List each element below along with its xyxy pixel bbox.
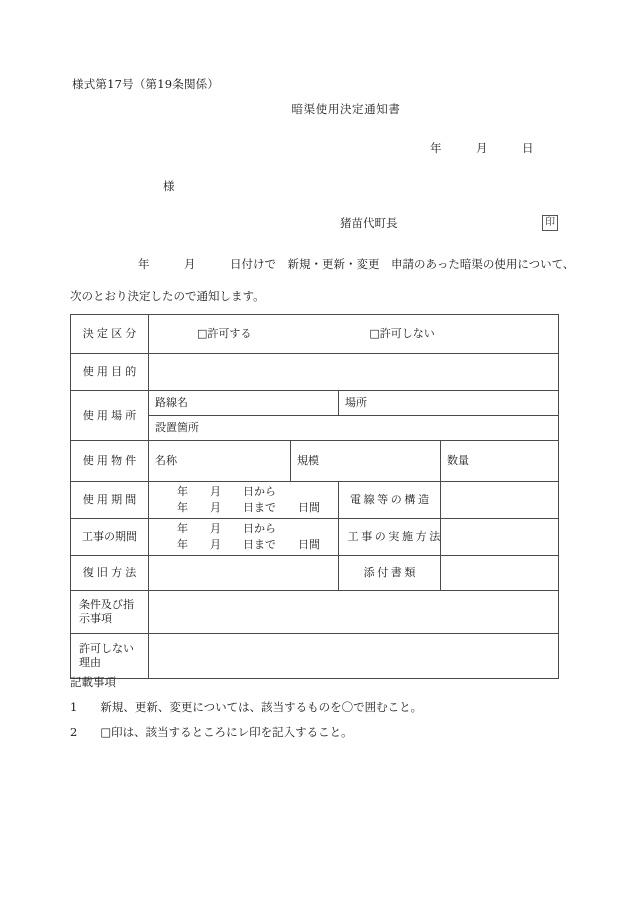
row-label-object: 使用物件 xyxy=(71,441,149,482)
use-period-from: 年 月 日から xyxy=(177,485,276,499)
conditions-value[interactable] xyxy=(149,591,559,634)
attachments-value[interactable] xyxy=(441,556,559,591)
restore-value[interactable] xyxy=(149,556,339,591)
row-label-restore: 復旧方法 xyxy=(71,556,149,591)
issuer-name: 猪苗代町長 xyxy=(340,216,398,230)
table-row-restore xyxy=(71,556,559,591)
row-label-purpose: 使用目的 xyxy=(71,354,149,391)
notes-section xyxy=(70,674,422,749)
table-row-denial-reason xyxy=(71,634,559,679)
table-row-work-period xyxy=(71,519,559,556)
table-row-conditions xyxy=(71,591,559,634)
document-title: 暗渠使用決定通知書 xyxy=(291,102,401,116)
table-row-purpose xyxy=(71,354,559,391)
table-row-object xyxy=(71,441,559,482)
install-place-label: 設置箇所 xyxy=(155,421,199,435)
row-label-cable-structure: 電線等の構造 xyxy=(339,482,441,519)
row-label-decision: 決定区分 xyxy=(71,315,149,354)
issue-date-line: 年 月 日 xyxy=(430,141,534,155)
use-period-to: 年 月 日まで 日間 xyxy=(177,501,320,514)
route-name-label: 路線名 xyxy=(155,396,188,410)
row-label-use-period: 使用期間 xyxy=(71,482,149,519)
row-label-work-period: 工事の期間 xyxy=(71,519,149,556)
row-label-place: 使用場所 xyxy=(71,391,149,441)
object-scale-cell[interactable] xyxy=(291,441,441,482)
denial-reason-value[interactable] xyxy=(149,634,559,679)
table-row-decision xyxy=(71,315,559,354)
purpose-value[interactable] xyxy=(149,354,559,391)
row-label-denial-reason: 許可しない 理由 xyxy=(71,634,149,679)
checkbox-allow[interactable]: □許可する xyxy=(197,327,252,341)
location-cell[interactable] xyxy=(339,391,559,416)
object-name-cell[interactable] xyxy=(149,441,291,482)
form-number: 様式第17号（第19条関係） xyxy=(72,77,220,91)
notes-title: 記載事項 xyxy=(70,675,116,689)
addressee-honorific: 様 xyxy=(163,179,175,193)
object-qty-cell[interactable] xyxy=(441,441,559,482)
seal-icon: 印 xyxy=(542,215,558,231)
object-qty-label: 数量 xyxy=(447,454,469,468)
row-label-work-method: 工事の実施方法 xyxy=(339,519,441,556)
object-scale-label: 規模 xyxy=(297,454,319,468)
table-row-use-period xyxy=(71,482,559,519)
decision-form-table xyxy=(70,314,559,679)
work-period-dates[interactable] xyxy=(149,519,339,556)
work-period-to: 年 月 日まで 日間 xyxy=(177,538,320,551)
body-paragraph-line-2: 次のとおり決定したので通知します。 xyxy=(70,289,265,303)
table-row-place-route xyxy=(71,391,559,416)
location-label: 場所 xyxy=(345,396,367,410)
note-item-2: 2 □印は、該当するところにレ印を記入すること。 xyxy=(70,725,353,739)
note-item-1: 1 新規、更新、変更については、該当するものを〇で囲むこと。 xyxy=(70,700,423,714)
install-place-cell[interactable] xyxy=(149,416,559,441)
checkbox-deny[interactable]: □許可しない xyxy=(369,327,435,341)
cable-structure-value[interactable] xyxy=(441,482,559,519)
issuer-row xyxy=(340,215,558,231)
row-label-conditions: 条件及び指 示事項 xyxy=(71,591,149,634)
use-period-dates[interactable] xyxy=(149,482,339,519)
decision-options-cell[interactable] xyxy=(149,315,559,354)
body-paragraph-line-1: 年 月 日付けで 新規・更新・変更 申請のあった暗渠の使用について、 xyxy=(138,257,575,271)
row-label-attachments: 添付書類 xyxy=(339,556,441,591)
decision-options xyxy=(155,326,552,342)
object-name-label: 名称 xyxy=(155,454,177,468)
work-method-value[interactable] xyxy=(441,519,559,556)
work-period-from: 年 月 日から xyxy=(177,522,276,536)
route-name-cell[interactable] xyxy=(149,391,339,416)
